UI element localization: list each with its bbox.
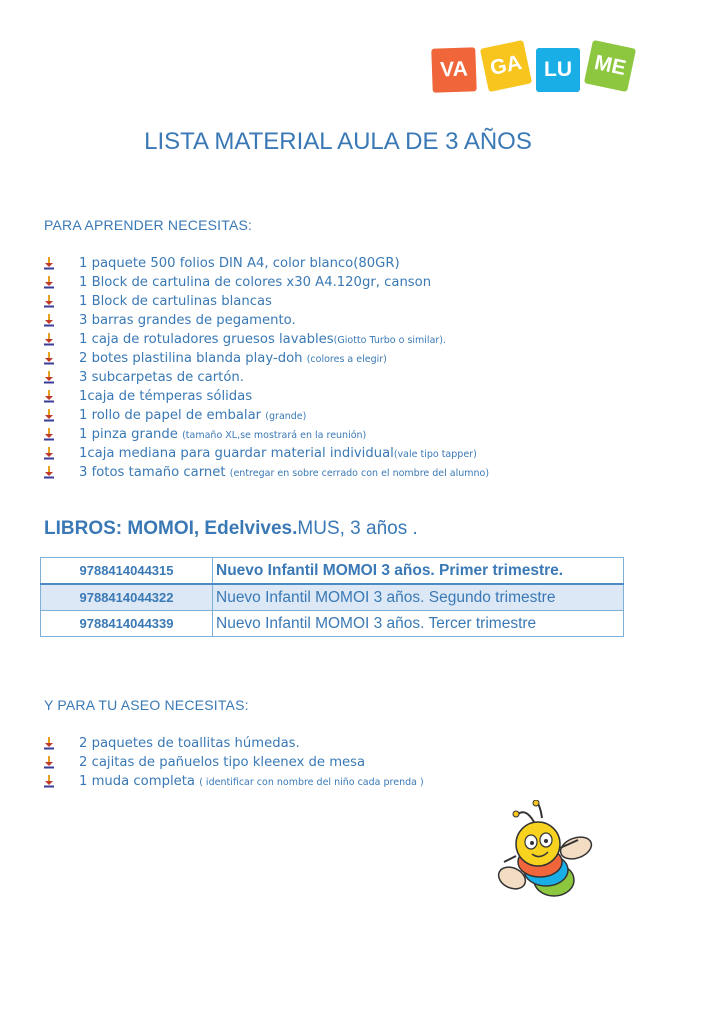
material-list: [44, 254, 489, 482]
books-table: [40, 557, 624, 637]
list-item: [44, 254, 489, 273]
list-item-text: 1 caja de rotuladores gruesos lavables: [79, 332, 334, 347]
book-name-cell: Nuevo Infantil MOMOI 3 años. Primer trimestre.: [213, 558, 624, 585]
list-item-text: 1 rollo de papel de embalar: [79, 408, 266, 423]
list-item: [44, 406, 489, 425]
table-row: [41, 584, 624, 611]
list-item: [44, 349, 489, 368]
section-heading-aseo: Y PARA TU ASEO NECESITAS:: [44, 697, 249, 713]
list-item-note: (entregar en sobre cerrado con el nombre del alumno): [229, 468, 490, 479]
arrow-bullet-icon: [44, 276, 54, 289]
bee-illustration: [496, 800, 598, 908]
page-title: LISTA MATERIAL AULA DE 3 AÑOS: [144, 128, 532, 155]
list-item-text: 3 subcarpetas de cartón.: [79, 370, 244, 385]
list-item-text: 1 paquete 500 folios DIN A4, color blanco(80GR): [79, 256, 400, 271]
list-item: [44, 368, 489, 387]
arrow-bullet-icon: [44, 775, 54, 788]
list-item-text: 3 fotos tamaño carnet: [79, 465, 230, 480]
list-item-text: 1caja de témperas sólidas: [79, 389, 253, 404]
table-row: [41, 611, 624, 637]
list-item-text: 1caja mediana para guardar material individual: [79, 446, 394, 461]
isbn-cell: 9788414044315: [41, 558, 213, 585]
arrow-bullet-icon: [44, 352, 54, 365]
arrow-bullet-icon: [44, 314, 54, 327]
list-item-note: (vale tipo tapper): [393, 449, 477, 460]
isbn-cell: 9788414044322: [41, 584, 213, 611]
logo-tile-lu: LU: [536, 48, 580, 92]
list-item-text: 1 pinza grande: [79, 427, 183, 442]
list-item-text: 2 cajitas de pañuelos tipo kleenex de mesa: [79, 755, 366, 770]
book-name-cell: Nuevo Infantil MOMOI 3 años. Tercer trimestre: [213, 611, 624, 637]
list-item: [44, 425, 489, 444]
arrow-bullet-icon: [44, 756, 54, 769]
arrow-bullet-icon: [44, 409, 54, 422]
list-item-note: (Giotto Turbo o similar).: [333, 335, 447, 346]
table-row: [41, 558, 624, 585]
libros-suffix: MUS, 3 años .: [297, 518, 418, 539]
list-item-note: (tamaño XL,se mostrará en la reunión): [182, 430, 367, 441]
logo-tile-ga: GA: [480, 40, 532, 92]
list-item-text: 2 botes plastilina blanda play-doh: [79, 351, 307, 366]
logo-tile-va: VA: [431, 47, 477, 93]
vagalume-logo: [432, 38, 642, 100]
arrow-bullet-icon: [44, 333, 54, 346]
list-item-text: 1 Block de cartulina de colores x30 A4.120gr, canson: [79, 275, 432, 290]
list-item: [44, 311, 489, 330]
list-item: [44, 292, 489, 311]
list-item-text: 1 Block de cartulinas blancas: [79, 294, 272, 309]
list-item: [44, 463, 489, 482]
list-item-text: 2 paquetes de toallitas húmedas.: [79, 736, 300, 751]
arrow-bullet-icon: [44, 390, 54, 403]
list-item-text: 1 muda completa: [79, 774, 200, 789]
section-heading-aprender: PARA APRENDER NECESITAS:: [44, 217, 253, 233]
aseo-list: [44, 734, 424, 791]
list-item-text: 3 barras grandes de pegamento.: [79, 313, 296, 328]
list-item: [44, 444, 489, 463]
arrow-bullet-icon: [44, 295, 54, 308]
arrow-bullet-icon: [44, 371, 54, 384]
arrow-bullet-icon: [44, 447, 54, 460]
arrow-bullet-icon: [44, 257, 54, 270]
list-item: [44, 753, 424, 772]
arrow-bullet-icon: [44, 466, 54, 479]
logo-tile-me: ME: [584, 40, 636, 92]
book-name-cell: Nuevo Infantil MOMOI 3 años. Segundo trimestre: [213, 584, 624, 611]
arrow-bullet-icon: [44, 737, 54, 750]
list-item: [44, 734, 424, 753]
list-item-note: (colores a elegir): [306, 354, 387, 365]
list-item: [44, 387, 489, 406]
list-item: [44, 772, 424, 791]
list-item-note: (grande): [265, 411, 307, 422]
list-item: [44, 273, 489, 292]
isbn-cell: 9788414044339: [41, 611, 213, 637]
list-item-note: ( identificar con nombre del niño cada prenda ): [199, 777, 424, 788]
list-item: [44, 330, 489, 349]
libros-heading: [44, 518, 418, 540]
libros-label: LIBROS: MOMOI, Edelvives.: [44, 518, 298, 539]
arrow-bullet-icon: [44, 428, 54, 441]
